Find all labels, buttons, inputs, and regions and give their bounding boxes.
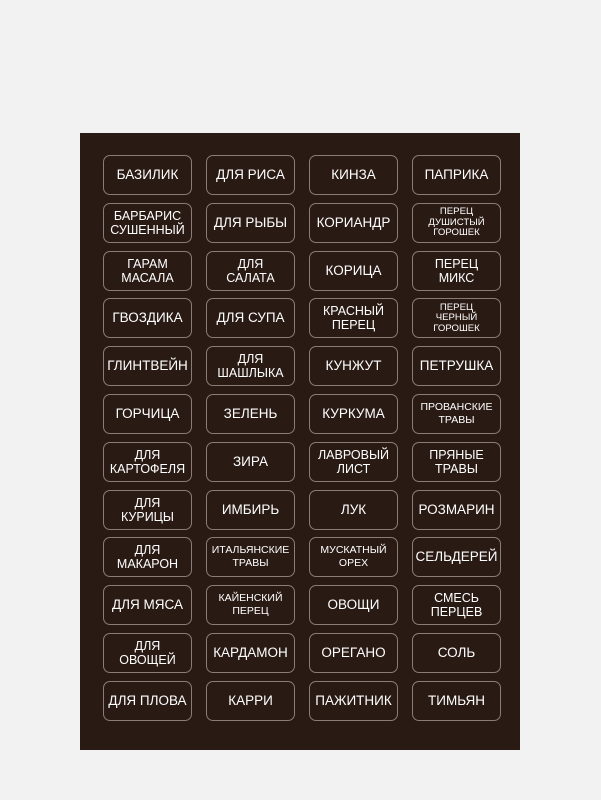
spice-label-text: ПРОВАНСКИЕ (420, 400, 493, 413)
spice-label (412, 298, 501, 338)
spice-label (103, 251, 192, 291)
spice-label (309, 537, 398, 577)
spice-label-text: СОЛЬ (437, 644, 476, 660)
spice-label-text: КАРТОФЕЛЯ (109, 461, 186, 476)
spice-label (206, 155, 295, 195)
spice-label-text: РОЗМАРИН (418, 501, 495, 517)
spice-label-text: ЛУК (340, 501, 367, 517)
spice-label (206, 298, 295, 338)
spice-label (309, 633, 398, 673)
spice-label (206, 633, 295, 673)
spice-label-text: ДЛЯ (134, 638, 161, 653)
spice-label (309, 681, 398, 721)
spice-label (103, 442, 192, 482)
spice-label-text: ДЛЯ (237, 256, 264, 271)
spice-label-text: ДЛЯ СУПА (216, 310, 285, 326)
spice-label (412, 346, 501, 386)
spice-label-text: МИКС (438, 270, 475, 285)
spice-label (412, 490, 501, 530)
spice-label-text: КИНЗА (331, 167, 376, 182)
spice-label-text: ЗЕЛЕНЬ (223, 405, 278, 421)
spice-label (412, 203, 501, 243)
spice-label-text: ГЛИНТВЕЙН (107, 358, 188, 374)
spice-label (103, 633, 192, 673)
spice-label (309, 155, 398, 195)
spice-label-text: СУШЕННЫЙ (110, 222, 185, 237)
spice-label-text: СМЕСЬ (434, 591, 479, 606)
spice-label-text: ПЕРЦЕВ (430, 605, 483, 620)
spice-label-text: ЗИРА (233, 453, 268, 469)
spice-label (206, 585, 295, 625)
spice-label-text: ПЕРЕЦ (439, 301, 474, 313)
spice-label-text: ИТАЛЬЯНСКИЕ (211, 544, 290, 557)
spice-label-text: ДЛЯ МЯСА (112, 597, 183, 613)
spice-label-text: МАКАРОН (116, 557, 179, 572)
label-grid (103, 155, 501, 721)
spice-label-text: ОВОЩЕЙ (119, 652, 176, 667)
spice-label-text: МАСАЛА (121, 270, 174, 285)
spice-label-text: ОРЕХ (338, 557, 369, 570)
spice-label-text: ПЕРЕЦ (331, 318, 376, 333)
spice-label (103, 585, 192, 625)
spice-label-text: ЛАВРОВЫЙ (317, 447, 390, 462)
spice-label (103, 490, 192, 530)
spice-label-text: ДЛЯ (134, 543, 161, 558)
spice-label-text: ДЛЯ (134, 495, 161, 510)
spice-label (309, 394, 398, 434)
spice-label (206, 681, 295, 721)
spice-label (309, 490, 398, 530)
spice-label-text: ТРАВЫ (438, 413, 475, 426)
spice-label (103, 155, 192, 195)
spice-label (206, 442, 295, 482)
spice-label-text: КАРРИ (228, 692, 273, 708)
spice-label-text: ШАШЛЫКА (217, 366, 284, 381)
spice-label (206, 490, 295, 530)
spice-label-text: БАЗИЛИК (116, 167, 179, 182)
spice-label (309, 442, 398, 482)
spice-label-text: КУРКУМА (322, 405, 385, 421)
spice-label (206, 203, 295, 243)
spice-label-text: ДЛЯ (237, 352, 264, 367)
spice-label (309, 585, 398, 625)
spice-label-text: ГОРЧИЦА (115, 405, 180, 421)
spice-label (206, 537, 295, 577)
spice-label-text: МУСКАТНЫЙ (320, 544, 387, 557)
spice-label (103, 537, 192, 577)
spice-label (103, 203, 192, 243)
spice-label-text: ОВОЩИ (327, 597, 380, 613)
spice-label (412, 633, 501, 673)
spice-label (412, 681, 501, 721)
spice-label (103, 681, 192, 721)
spice-label-text: ПАПРИКА (424, 167, 489, 182)
spice-label-text: САЛАТА (226, 270, 275, 285)
spice-label (412, 442, 501, 482)
spice-label-text: ГАРАМ (127, 256, 168, 271)
spice-label-text: ТРАВЫ (232, 557, 269, 570)
spice-label-text: ДЛЯ ПЛОВА (108, 692, 187, 708)
spice-label (309, 251, 398, 291)
spice-label-text: ОРЕГАНО (321, 644, 386, 660)
spice-label-text: ДУШИСТЫЙ (428, 216, 485, 228)
spice-label-text: ЛИСТ (336, 461, 371, 476)
spice-label-text: ДЛЯ РИСА (216, 167, 285, 182)
spice-label-text: ПЕТРУШКА (419, 358, 494, 374)
spice-label (103, 346, 192, 386)
spice-label-text: ТРАВЫ (435, 461, 478, 476)
spice-label-text: ИМБИРЬ (221, 501, 280, 517)
spice-label-text: КУНЖУТ (325, 358, 382, 374)
spice-label-text: ГОРОШЕК (433, 227, 480, 239)
spice-label (412, 537, 501, 577)
spice-label-text: ПЕРЕЦ (439, 205, 474, 217)
spice-label-sheet (80, 133, 520, 750)
spice-label (103, 394, 192, 434)
spice-label-text: КРАСНЫЙ (323, 304, 384, 319)
spice-label-text: ПЕРЕЦ (232, 605, 269, 618)
spice-label (412, 251, 501, 291)
spice-label (103, 298, 192, 338)
spice-label (206, 346, 295, 386)
spice-label (206, 394, 295, 434)
spice-label-text: ДЛЯ РЫБЫ (213, 214, 288, 230)
spice-label-text: КОРИЦА (325, 262, 382, 278)
spice-label (309, 203, 398, 243)
spice-label (412, 394, 501, 434)
spice-label-text: КУРИЦЫ (121, 509, 174, 524)
spice-label (309, 298, 398, 338)
spice-label-text: ПЕРЕЦ (434, 256, 479, 271)
spice-label-text: ЧЕРНЫЙ (435, 312, 478, 324)
spice-label-text: ДЛЯ (134, 447, 161, 462)
spice-label-text: КОРИАНДР (316, 214, 391, 230)
spice-label-text: ТИМЬЯН (428, 692, 485, 708)
spice-label (412, 585, 501, 625)
spice-label-text: СЕЛЬДЕРЕЙ (415, 549, 498, 565)
spice-label-text: КАЙЕНСКИЙ (218, 592, 283, 605)
spice-label-text: ПРЯНЫЕ (429, 447, 484, 462)
spice-label-text: ПАЖИТНИК (315, 692, 392, 708)
spice-label (412, 155, 501, 195)
spice-label-text: ГОРОШЕК (433, 322, 480, 334)
spice-label-text: ГВОЗДИКА (112, 310, 183, 326)
spice-label (206, 251, 295, 291)
spice-label-text: КАРДАМОН (213, 644, 288, 660)
spice-label-text: БАРБАРИС (113, 208, 182, 223)
spice-label (309, 346, 398, 386)
